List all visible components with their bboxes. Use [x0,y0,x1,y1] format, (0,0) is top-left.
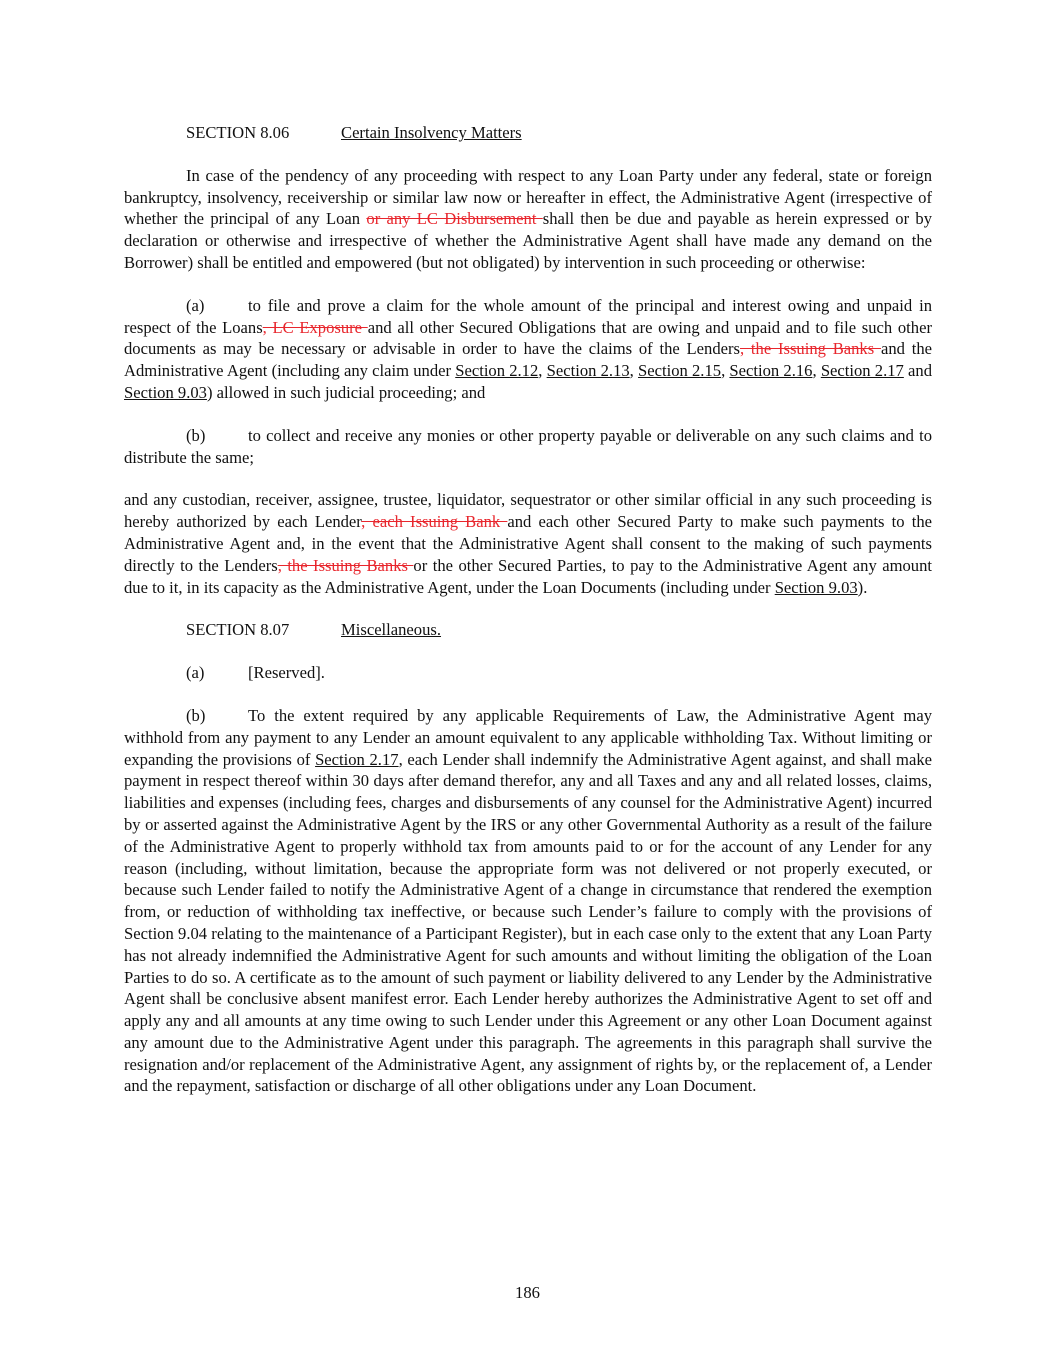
text-run: [Reserved]. [248,663,325,683]
clause-8-07-a [124,662,932,684]
clause-label: (a) [186,663,205,683]
text-run: and any custodian, receiver, assignee, trustee, liquidator, sequestrator or other similar official in any such proceeding is hereby authorized by each Lender [124,490,932,532]
text-run: shall then be due and payable as herein expressed or by declaration or otherwise and irrespective of whether the Administrative Agent shall have made any demand on the Borrower) shall be entitled and empowered (but not obligated) by intervention in such proceeding or otherwise: [124,209,932,272]
deleted-text: , the Issuing Banks [739,339,881,359]
section-8-06-heading [124,122,932,144]
text-run: , [721,361,730,381]
text-run: to file and prove a claim for the whole amount of the principal and interest owing and unpaid in respect of the Loans [124,295,932,337]
section-title: Certain Insolvency Matters [341,123,522,142]
closing-paragraph [124,489,932,598]
clause-label: (b) [186,705,206,725]
deleted-text: or any LC Disbursement [366,209,543,229]
clause-a [124,295,932,404]
text-run: and each other Secured Party to make such payments to the Administrative Agent and, in the event that the Administrative Agent shall consent to the making of such payments directly to the Lenders [124,512,933,575]
page-number: 186 [515,1283,540,1302]
section-reference: Section 2.17 [820,361,904,381]
section-reference: Section 2.13 [546,361,630,381]
section-number: SECTION 8.06 [186,123,290,142]
section-reference: Section 2.17 [315,749,399,769]
text-run: , [629,361,639,381]
text-run: , [538,361,547,381]
text-run: To the extent required by any applicable Requirements of Law, the Administrative Agent may withhold from any payment to any Lender an amount equivalent to any applicable withholding Tax. Without limiting or expanding the provisions of [124,705,932,769]
text-run: In case of the pendency of any proceeding with respect to any Loan Party under any federal, state or foreign bankruptcy, insolvency, receivership or similar law now or hereafter in effect, the Administrative Agent (irrespective of whether the principal of any Loan [124,165,932,229]
section-8-07-heading [124,619,932,641]
section-reference: Section 2.15 [638,361,722,381]
text-run: ) allowed in such judicial proceeding; and [206,382,486,402]
text-run: ). [857,577,868,597]
section-reference: Section 9.03 [774,577,858,597]
clause-label: (b) [186,425,206,445]
text-run: and all other Secured Obligations that are owing and unpaid and to file such other documents as may be necessary or advisable in order to have the claims of the Lenders [124,317,932,359]
section-number: SECTION 8.07 [186,620,290,640]
section-title: Miscellaneous. [341,620,442,640]
section-8-06-intro [124,165,932,274]
text-run: and the Administrative Agent (including any claim under [124,339,933,381]
section-reference: Section 2.12 [455,361,539,381]
section-reference: Section 9.03 [124,382,207,402]
deleted-text: , LC Exposure [262,317,368,337]
document-page [124,122,932,1097]
deleted-text: , each Issuing Bank [361,512,508,532]
text-run: , [812,361,821,381]
clause-label: (a) [186,295,205,315]
deleted-text: , the Issuing Banks [277,555,414,575]
text-run: and [903,361,933,381]
text-run: , each Lender shall indemnify the Administrative Agent against, and shall make payment in respect thereof within 30 days after demand therefor, any and all Taxes and any and all related losses, claims, liabilities and expenses (including fees, charges and disbursements of any counsel for the Administrative Agent) incurred by or asserted against the Administrative Agent by the IRS or any other Governmental Authority as a result of the failure of the Administrative Agent to properly withhold tax from amounts paid to or for the account of any Lender for any reason (including, without limitation, because the appropriate form was not delivered or not properly executed, or because such Lender failed to notify the Administrative Agent of a change in circumstance that rendered the exemption from, or reduction of withholding tax ineffective, or because such Lender’s failure to comply with the provisions of Section 9.04 relating to the maintenance of a Participant Register), but in each case only to the extent that any Loan Party has not already indemnified the Administrative Agent for such amounts and without limiting the obligation of the Loan Parties to do so. A certificate as to the amount of such payment or liability delivered to any Lender by the Administrative Agent shall be conclusive absent manifest error. Each Lender hereby authorizes the Administrative Agent to set off and apply any and all amounts at any time owing to such Lender under this Agreement or any other Loan Document against any amount due to the Administrative Agent under this paragraph. The agreements in this paragraph shall survive the resignation and/or replacement of the Administrative Agent, any assignment of rights by, or the replacement of, a Lender and the repayment, satisfaction or discharge of all other obligations under any Loan Document. [124,749,932,1096]
text-run: or the other Secured Parties, to pay to the Administrative Agent any amount due to it, in its capacity as the Administrative Agent, under the Loan Documents (including under [124,555,932,597]
text-run: to collect and receive any monies or other property payable or deliverable on any such claims and to distribute the same; [124,425,932,467]
clause-b [124,425,932,469]
clause-8-07-b [124,705,932,1097]
section-reference: Section 2.16 [729,361,813,381]
